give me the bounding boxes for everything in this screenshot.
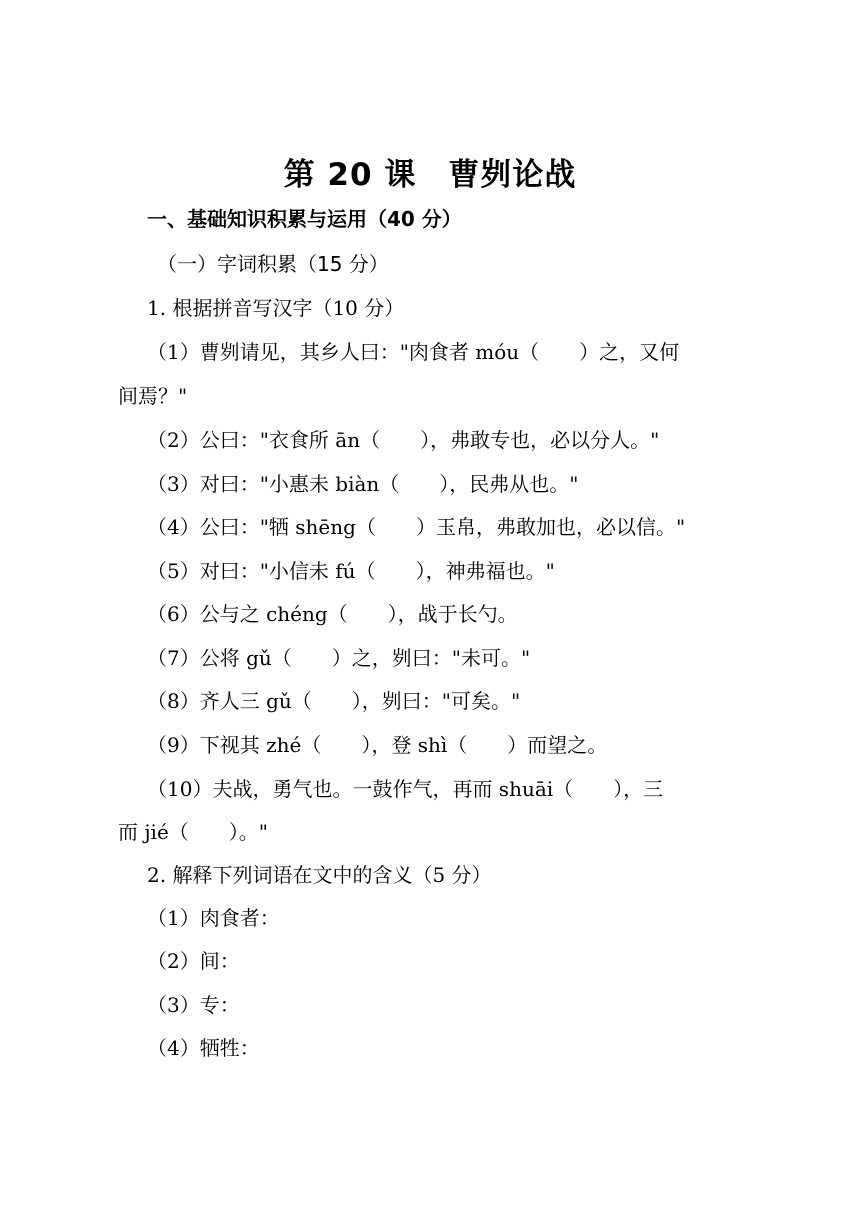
question-2-item-4: （4）牺牲： [147,1036,260,1060]
question-1-item-5: （5）对曰："小信未 fú（ ），神弗福也。" [147,559,555,583]
question-1-item-3: （3）对曰："小惠未 biàn（ ），民弗从也。" [147,472,579,496]
question-1-item-9: （9）下视其 zhé（ ），登 shì（ ）而望之。 [147,733,608,757]
question-1-item-10: （10）夫战，勇气也。一鼓作气，再而 shuāi（ ），三 [147,777,664,801]
section-heading: 一、基础知识积累与运用（40 分） [147,207,462,231]
question-1-item-10-continued: 而 jié（ ）。" [118,820,268,844]
question-1-item-2: （2）公曰："衣食所 ān（ ），弗敢专也，必以分人。" [147,428,660,452]
question-2-item-2: （2）间： [147,949,240,973]
lesson-title: 第 20 课 曹刿论战 [283,157,577,193]
question-1-item-8: （8）齐人三 gǔ（ ），刿曰："可矣。" [147,689,521,713]
question-2-heading: 2. 解释下列词语在文中的含义（5 分） [147,863,492,887]
question-1-item-4: （4）公曰："牺 shēng（ ）玉帛，弗敢加也，必以信。" [147,515,686,539]
question-1-item-6: （6）公与之 chéng（ ），战于长勺。 [147,602,518,626]
subsection-heading: （一）字词积累（15 分） [157,252,389,276]
question-1-heading: 1. 根据拼音写汉字（10 分） [147,296,405,320]
question-1-item-7: （7）公将 gǔ（ ）之，刿曰："未可。" [147,646,531,670]
question-2-item-3: （3）专： [147,993,240,1017]
question-2-item-1: （1）肉食者： [147,906,280,930]
question-1-item-1: （1）曹刿请见，其乡人曰："肉食者 móu（ ）之，又何 [147,340,680,364]
question-1-item-1-continued: 间焉？" [118,384,188,408]
